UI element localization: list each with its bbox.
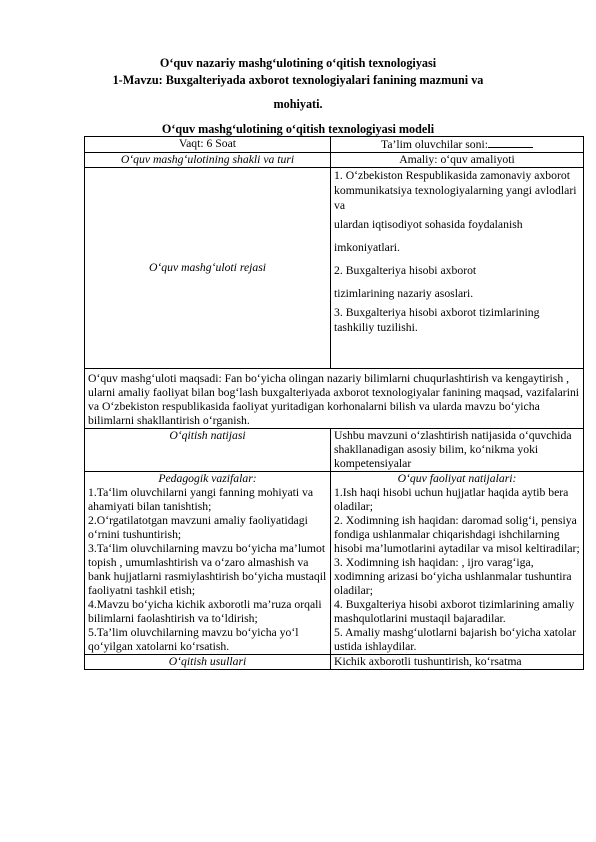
table-row [85, 153, 584, 168]
result-value-cell: Ushbu mavzuni o‘zlashtirish natijasida o‘quvchida shakllanadigan asosiy bilim, ko‘nikma yoki kompetensiyalar [331, 429, 584, 472]
students-cell: Ta’lim oluvchilar soni: [331, 137, 584, 153]
table-row [85, 369, 584, 429]
goal-cell: O‘quv mashg‘uloti maqsadi: Fan bo‘yicha olingan nazariy bilimlarni chuqurlashtirish va kengaytirish , ularni amaliy faoliyat bilan bog‘lash buxgalteriyada axborot texnologiyalar fanining maqsad, vazifalarini va O‘zbekiston respublikasida faoliyat yuritadigan korhonalarni bilish va ularda mavzu bo‘yicha bilimlarni shakllantirish o‘rganish. [85, 369, 584, 429]
methods-label-cell: O‘qitish usullari [85, 655, 331, 670]
list-item: 4.Mavzu bo‘yicha kichik axborotli ma’ruza orqali bilimlarni faolashtirish va to‘ldirish; [88, 598, 322, 625]
topic-title-continued: mohiyati. [273, 97, 323, 111]
methods-value-cell: Kichik axborotli tushuntirish, ko‘rsatma [331, 655, 584, 670]
activity-results-cell [331, 472, 584, 655]
activity-results-title: O‘quv faoliyat natijalari: [397, 472, 517, 485]
list-item: 5.Ta’lim oluvchilarning mavzu bo‘yicha yo‘l qo‘yilgan xatolarni ko‘rsatish. [88, 626, 299, 653]
pedagogical-tasks-cell [85, 472, 331, 655]
list-item: 5. Amaliy mashg‘ulotlarni bajarish bo‘yicha xatolar ustida ishlaydilar. [334, 626, 577, 653]
table-row [85, 472, 584, 655]
time-cell: Vaqt: 6 Soat [85, 137, 331, 153]
document-title: O‘quv nazariy mashg‘ulotining o‘qitish texnologiyasi [159, 56, 437, 70]
plan-item: tizimlarining nazariy asoslari. [334, 287, 474, 300]
plan-item: 2. Buxgalteriya hisobi axborot [334, 264, 477, 277]
form-label-cell: O‘quv mashg‘ulotining shakli va turi [85, 153, 331, 168]
list-item: 3.Ta‘lim oluvchilarning mavzu bo‘yicha ma’lumot topish , umumlashtirish va o‘zaro almashish va bank hujjatlarni rasmiylashtirish bo‘yicha mustaqil faoliyatni tashkil etish; [88, 542, 327, 597]
form-value-cell: Amaliy: o‘quv amaliyoti [331, 153, 584, 168]
table-row [85, 168, 584, 369]
plan-label-cell: O‘quv mashg‘uloti rejasi [85, 168, 331, 369]
list-item: 2.O‘rgatilatotgan mavzuni amaliy faoliyatidagi o‘rnini tushuntirish; [88, 514, 308, 541]
teaching-model-table [84, 136, 584, 670]
list-item: 3. Xodimning ish haqidan: , ijro varag‘iga, xodimning arizasi bo‘yicha ushlanmalar tushuntira oladilar; [334, 556, 572, 597]
blank-line [488, 137, 533, 148]
plan-item: ulardan iqtisodiyot sohasida foydalanish [334, 218, 523, 231]
pedagogical-tasks-title: Pedagogik vazifalar: [158, 472, 257, 485]
topic-title: 1-Mavzu: Buxgalteriyada axborot texnologiyalari fanining mazmuni va [112, 73, 484, 87]
plan-item: 1. O‘zbekiston Respublikasida zamonaviy axborot kommunikatsiya texnologiyalarning yangi avlodlari va [334, 169, 577, 212]
plan-item: 3. Buxgalteriya hisobi axborot tizimlarining tashkiliy tuzilishi. [334, 306, 540, 334]
result-label-cell: O‘qitish natijasi [85, 429, 331, 472]
model-title: O‘quv mashg‘ulotining o‘qitish texnologiyasi modeli [161, 122, 435, 136]
list-item: 4. Buxgalteriya hisobi axborot tizimlarining amaliy mashqulotlarini mustaqil bajaradilar. [334, 598, 575, 625]
list-item: 2. Xodimning ish haqidan: daromad solig‘i, pensiya fondiga ushlanmalar chiqarishdagi ishchilarning hisobi ma’lumotlarini aytadilar va misol keltiradilar; [334, 514, 580, 555]
table-row [85, 655, 584, 670]
table-row [85, 429, 584, 472]
table-row [85, 137, 584, 153]
list-item: 1.Ish haqi hisobi uchun hujjatlar haqida aytib bera oladilar; [334, 486, 569, 513]
plan-item: imkoniyatlari. [334, 241, 400, 254]
plan-items-cell [331, 168, 584, 369]
list-item: 1.Ta‘lim oluvchilarni yangi fanning mohiyati va ahamiyati bilan tanishtish; [88, 486, 314, 513]
